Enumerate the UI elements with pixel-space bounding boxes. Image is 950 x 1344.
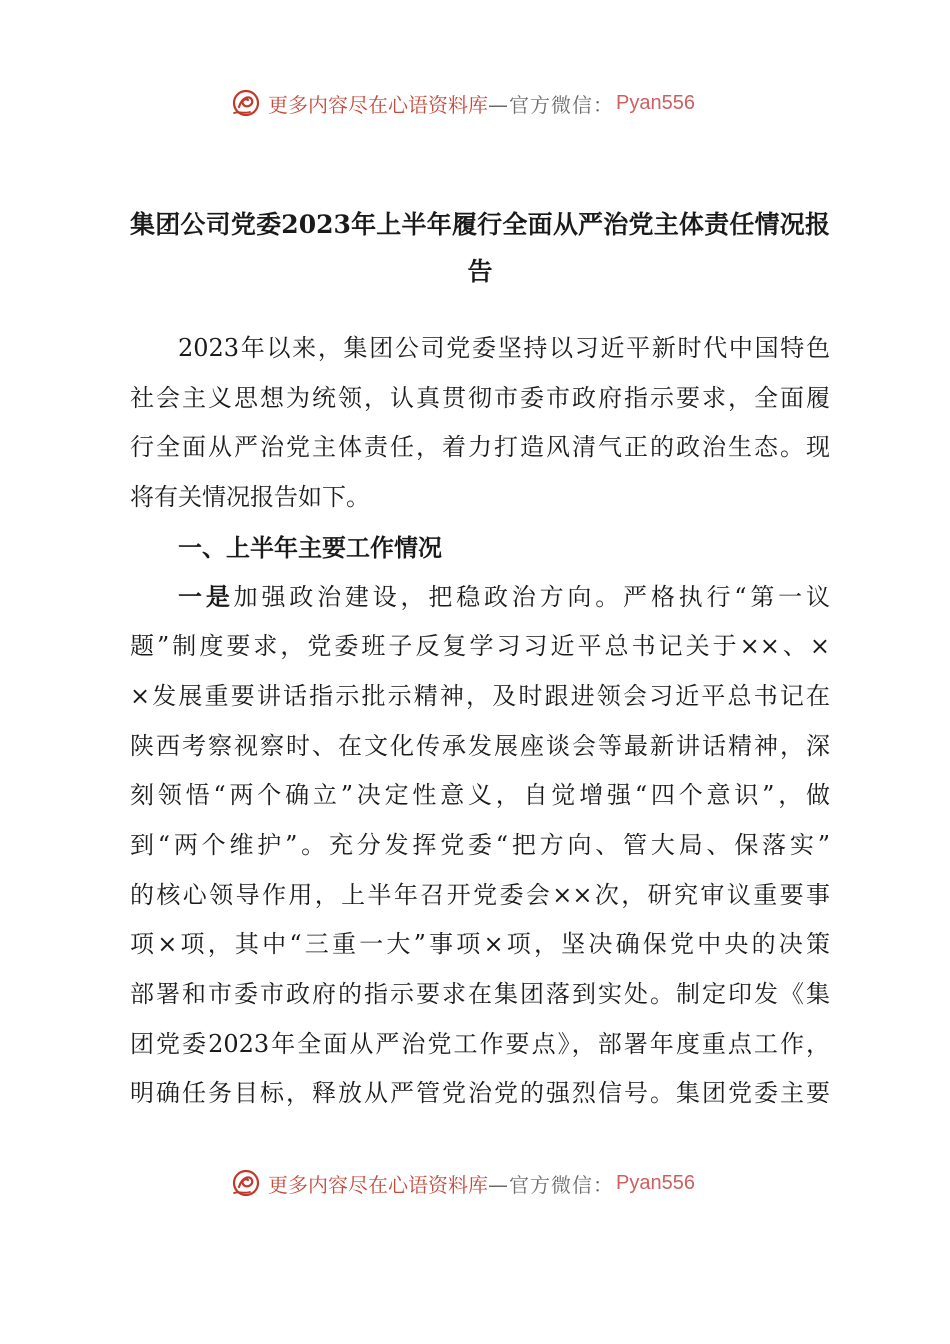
- watermark-separator: —官方微信：: [488, 92, 614, 117]
- intro-line-1: 2023年以来，集团公司党委坚持以习近平新时代中国特色: [178, 334, 830, 362]
- intro-line-4: 将有关情况报告如下。: [130, 483, 370, 512]
- header-watermark: [230, 87, 695, 119]
- intro-line-3: 行全面从严治党主体责任，着力打造风清气正的政治生态。现: [130, 433, 830, 462]
- point1-line-1: [130, 572, 830, 622]
- point1-line-1-text: 加强政治建设，把稳政治方向。严格执行“第一议: [233, 583, 830, 612]
- document-title: [130, 201, 830, 295]
- title-line-1: 集团公司党委2023年上半年履行全面从严治党主体责任情况报: [130, 210, 830, 239]
- watermark-brand: 更多内容尽在心语资料库: [268, 92, 488, 117]
- section-heading: 一、上半年主要工作情况: [178, 532, 442, 562]
- logo-icon: [230, 87, 262, 119]
- point1-line-11: 明确任务目标，释放从严管党治党的强烈信号。集团党委主要: [130, 1079, 830, 1108]
- point1-line-10: 团党委2023年全面从严治党工作要点》，部署年度重点工作，: [130, 1029, 830, 1058]
- footer-watermark: [230, 1167, 695, 1199]
- point1-lead: 一是: [178, 582, 234, 612]
- point1-line-6: 到“两个维护”。充分发挥党委“把方向、管大局、保落实”: [130, 830, 830, 859]
- point1-line-2: 题”制度要求，党委班子反复学习习近平总书记关于××、×: [130, 632, 830, 661]
- point1-line-7: 的核心领导作用，上半年召开党委会××次，研究审议重要事: [130, 880, 830, 909]
- logo-icon: [230, 1167, 262, 1199]
- point1-line-8: 项×项，其中“三重一大”事项×项，坚决确保党中央的决策: [130, 930, 830, 959]
- document-body: [130, 324, 830, 1119]
- point1-line-3: ×发展重要讲话指示批示精神，及时跟进领会习近平总书记在: [130, 681, 830, 710]
- intro-line-2: 社会主义思想为统领，认真贯彻市委市政府指示要求，全面履: [130, 383, 830, 412]
- watermark-brand: 更多内容尽在心语资料库: [268, 1172, 488, 1197]
- title-line-2: 告: [467, 257, 493, 286]
- watermark-wechat-id: Pyan556: [616, 91, 695, 114]
- watermark-separator: —官方微信：: [488, 1172, 614, 1197]
- point1-line-4: 陕西考察视察时、在文化传承发展座谈会等最新讲话精神，深: [130, 731, 830, 760]
- point1-line-9: 部署和市委市政府的指示要求在集团落到实处。制定印发《集: [130, 979, 830, 1008]
- point1-line-5: 刻领悟“两个确立”决定性意义，自觉增强“四个意识”，做: [130, 781, 830, 810]
- watermark-wechat-id: Pyan556: [616, 1171, 695, 1194]
